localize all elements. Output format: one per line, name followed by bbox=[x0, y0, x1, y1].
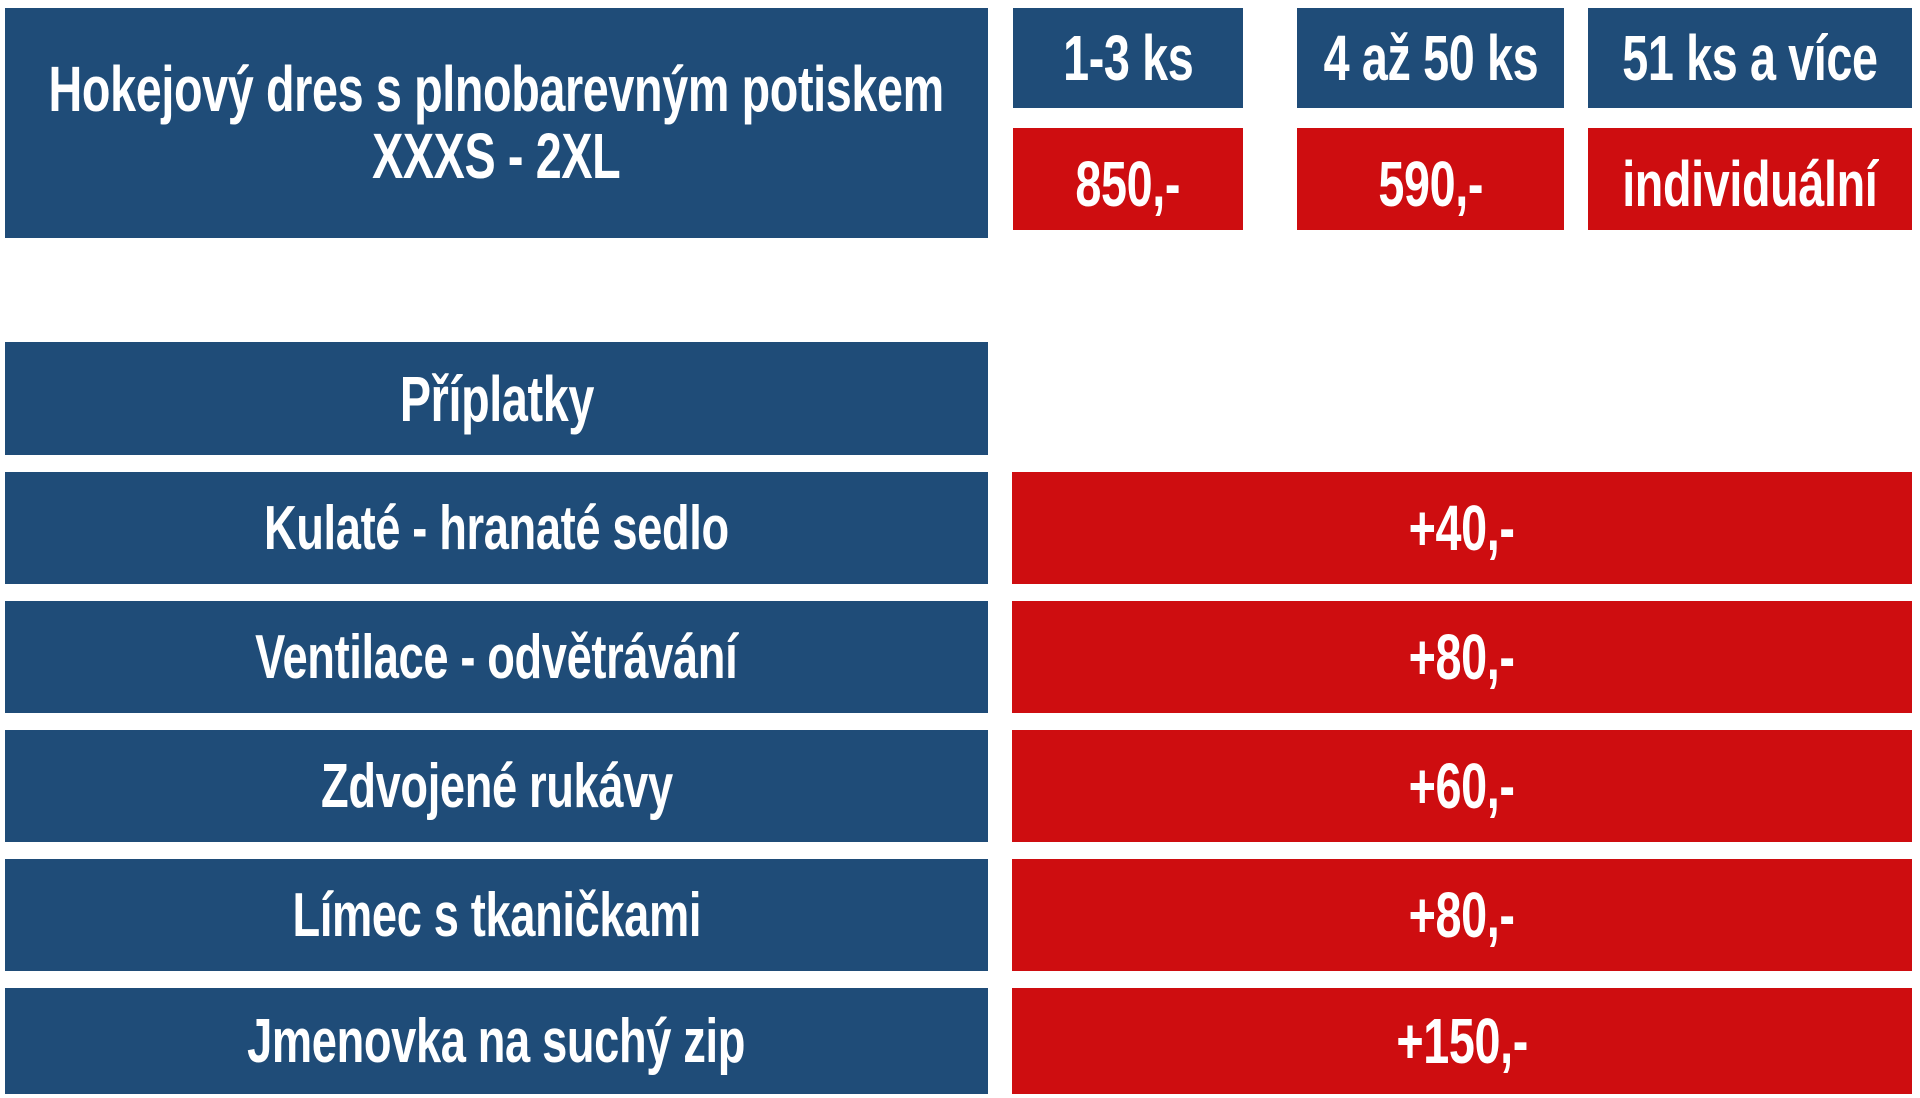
surcharge-row-price bbox=[1012, 601, 1912, 713]
price-value: 590,- bbox=[1378, 148, 1483, 220]
surcharge-row-price bbox=[1012, 988, 1912, 1094]
surcharge-label-text: Kulaté - hranaté sedlo bbox=[264, 493, 729, 563]
qty-header-label: 1-3 ks bbox=[1062, 22, 1194, 94]
surcharges-header-label: Příplatky bbox=[399, 362, 594, 435]
surcharge-row-label bbox=[5, 859, 988, 971]
product-title-cell bbox=[5, 8, 988, 238]
surcharge-row-price bbox=[1012, 859, 1912, 971]
surcharge-label-text: Límec s tkaničkami bbox=[292, 880, 701, 950]
surcharges-header-cell bbox=[5, 342, 988, 455]
surcharge-row-label bbox=[5, 730, 988, 842]
surcharge-row-label bbox=[5, 988, 988, 1094]
surcharge-price-text: +80,- bbox=[1409, 621, 1515, 693]
surcharge-price-text: +40,- bbox=[1409, 492, 1515, 564]
surcharge-row-label bbox=[5, 601, 988, 713]
price-value: 850,- bbox=[1075, 148, 1181, 220]
qty-header-4-50ks bbox=[1297, 8, 1564, 108]
surcharge-label-text: Jmenovka na suchý zip bbox=[247, 1006, 746, 1076]
qty-header-label: 4 až 50 ks bbox=[1323, 22, 1538, 94]
surcharge-price-text: +80,- bbox=[1409, 879, 1515, 951]
price-value: individuální bbox=[1622, 148, 1878, 220]
qty-header-label: 51 ks a více bbox=[1622, 22, 1878, 94]
price-cell-51ks-plus bbox=[1588, 128, 1912, 230]
product-title bbox=[48, 53, 945, 192]
qty-header-51ks-plus bbox=[1588, 8, 1912, 108]
surcharge-price-text: +150,- bbox=[1396, 1005, 1528, 1077]
surcharge-label-text: Ventilace - odvětrávání bbox=[255, 622, 738, 692]
qty-header-1-3ks bbox=[1013, 8, 1243, 108]
price-cell-1-3ks bbox=[1013, 128, 1243, 230]
surcharge-row-price bbox=[1012, 730, 1912, 842]
surcharge-row-label bbox=[5, 472, 988, 584]
product-title-line2: XXXS - 2XL bbox=[372, 120, 621, 192]
price-cell-4-50ks bbox=[1297, 128, 1564, 230]
product-title-line1: Hokejový dres s plnobarevným potiskem bbox=[48, 53, 945, 126]
surcharge-price-text: +60,- bbox=[1409, 750, 1515, 822]
surcharge-row-price bbox=[1012, 472, 1912, 584]
surcharge-label-text: Zdvojené rukávy bbox=[320, 751, 673, 821]
